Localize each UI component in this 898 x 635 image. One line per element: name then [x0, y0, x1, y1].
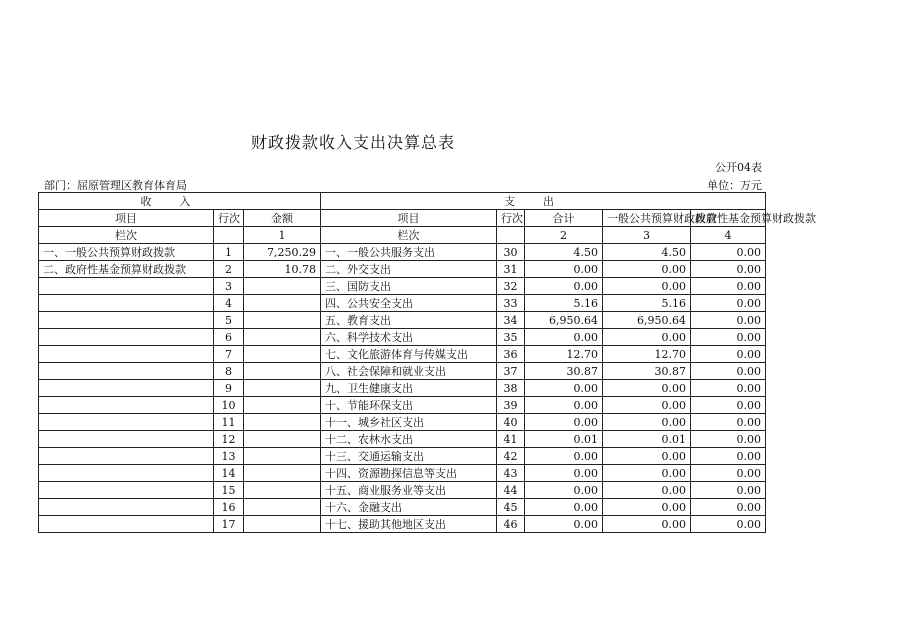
income-item-cell: 一、一般公共预算财政拨款 — [39, 244, 214, 261]
exp-item-cell: 六、科学技术支出 — [321, 329, 497, 346]
income-amount-cell — [244, 346, 321, 363]
general-budget-cell: 0.00 — [603, 516, 691, 533]
general-budget-cell: 0.00 — [603, 499, 691, 516]
income-item-cell — [39, 312, 214, 329]
total-cell: 0.00 — [525, 448, 603, 465]
income-row-no-cell: 7 — [214, 346, 244, 363]
total-cell: 0.00 — [525, 329, 603, 346]
table-row — [39, 499, 766, 516]
income-amount-cell — [244, 414, 321, 431]
col-4-label: 4 — [691, 227, 766, 244]
general-budget-cell: 12.70 — [603, 346, 691, 363]
income-item-cell — [39, 278, 214, 295]
exp-row-no-cell: 31 — [497, 261, 525, 278]
fund-budget-cell: 0.00 — [691, 363, 766, 380]
table-row — [39, 431, 766, 448]
exp-row-no-cell: 35 — [497, 329, 525, 346]
income-row-no-cell: 4 — [214, 295, 244, 312]
general-budget-cell: 0.00 — [603, 465, 691, 482]
exp-item-cell: 十、节能环保支出 — [321, 397, 497, 414]
income-row-no-cell: 5 — [214, 312, 244, 329]
exp-item-cell: 二、外交支出 — [321, 261, 497, 278]
total-cell: 4.50 — [525, 244, 603, 261]
table-row — [39, 414, 766, 431]
exp-row-no-cell: 45 — [497, 499, 525, 516]
table-row — [39, 312, 766, 329]
general-budget-header: 一般公共预算财政拨款 — [603, 210, 691, 227]
table-row — [39, 465, 766, 482]
exp-row-no-cell: 43 — [497, 465, 525, 482]
exp-row-no-cell: 40 — [497, 414, 525, 431]
exp-item-cell: 十五、商业服务业等支出 — [321, 482, 497, 499]
income-row-no-cell: 15 — [214, 482, 244, 499]
total-header: 合计 — [525, 210, 603, 227]
col-2-label: 2 — [525, 227, 603, 244]
exp-row-no-cell: 46 — [497, 516, 525, 533]
fund-budget-cell: 0.00 — [691, 346, 766, 363]
income-row-no-cell: 1 — [214, 244, 244, 261]
exp-row-no-cell: 36 — [497, 346, 525, 363]
fund-budget-cell: 0.00 — [691, 329, 766, 346]
table-row — [39, 482, 766, 499]
table-row — [39, 346, 766, 363]
income-amount-cell — [244, 329, 321, 346]
exp-row-no-cell: 44 — [497, 482, 525, 499]
exp-item-cell: 三、国防支出 — [321, 278, 497, 295]
exp-row-no-cell: 37 — [497, 363, 525, 380]
total-cell: 0.00 — [525, 516, 603, 533]
exp-row-no-cell: 38 — [497, 380, 525, 397]
fund-budget-cell: 0.00 — [691, 448, 766, 465]
general-budget-cell: 0.00 — [603, 380, 691, 397]
general-budget-cell: 30.87 — [603, 363, 691, 380]
income-amount-cell — [244, 295, 321, 312]
income-row-no-cell: 8 — [214, 363, 244, 380]
general-budget-cell: 4.50 — [603, 244, 691, 261]
total-cell: 12.70 — [525, 346, 603, 363]
income-row-no-cell: 3 — [214, 278, 244, 295]
unit-label: 单位：万元 — [707, 179, 762, 192]
fund-budget-cell: 0.00 — [691, 312, 766, 329]
exp-item-cell: 十七、援助其他地区支出 — [321, 516, 497, 533]
income-amount-cell — [244, 363, 321, 380]
general-budget-cell: 0.00 — [603, 397, 691, 414]
income-amount-cell — [244, 380, 321, 397]
table-row — [39, 295, 766, 312]
total-cell: 0.00 — [525, 414, 603, 431]
income-item-cell — [39, 414, 214, 431]
exp-row-no-cell: 41 — [497, 431, 525, 448]
amount-header: 金额 — [244, 210, 321, 227]
income-amount-cell — [244, 482, 321, 499]
total-cell: 0.00 — [525, 482, 603, 499]
table-row — [39, 363, 766, 380]
exp-item-cell: 十三、交通运输支出 — [321, 448, 497, 465]
fund-budget-cell: 0.00 — [691, 244, 766, 261]
exp-row-no-cell: 42 — [497, 448, 525, 465]
income-row-no-cell: 2 — [214, 261, 244, 278]
exp-row-no-cell: 33 — [497, 295, 525, 312]
exp-item-cell: 八、社会保障和就业支出 — [321, 363, 497, 380]
income-amount-cell — [244, 312, 321, 329]
fund-budget-cell: 0.00 — [691, 431, 766, 448]
income-amount-cell — [244, 431, 321, 448]
income-item-cell — [39, 380, 214, 397]
income-row-no-cell: 16 — [214, 499, 244, 516]
income-item-cell — [39, 431, 214, 448]
col-3-label: 3 — [603, 227, 691, 244]
total-cell: 0.00 — [525, 380, 603, 397]
total-cell: 0.00 — [525, 499, 603, 516]
exp-item-cell: 九、卫生健康支出 — [321, 380, 497, 397]
general-budget-cell: 0.00 — [603, 329, 691, 346]
col-no-label: 栏次 — [321, 227, 497, 244]
exp-item-header: 项目 — [321, 210, 497, 227]
income-row-no-cell: 17 — [214, 516, 244, 533]
column-number-row — [39, 227, 766, 244]
general-budget-cell: 0.00 — [603, 261, 691, 278]
total-cell: 5.16 — [525, 295, 603, 312]
income-item-cell — [39, 465, 214, 482]
page-title: 财政拨款收入支出决算总表 — [251, 133, 456, 152]
income-section-header: 收入 — [39, 193, 321, 210]
exp-item-cell: 四、公共安全支出 — [321, 295, 497, 312]
income-row-no-cell: 10 — [214, 397, 244, 414]
fund-budget-cell: 0.00 — [691, 261, 766, 278]
fund-budget-cell: 0.00 — [691, 414, 766, 431]
general-budget-cell: 5.16 — [603, 295, 691, 312]
exp-item-cell: 十六、金融支出 — [321, 499, 497, 516]
exp-row-no-cell: 39 — [497, 397, 525, 414]
total-cell: 30.87 — [525, 363, 603, 380]
table-row — [39, 244, 766, 261]
income-row-no-cell: 14 — [214, 465, 244, 482]
expenditure-section-header: 支出 — [321, 193, 766, 210]
table-row — [39, 380, 766, 397]
exp-row-no-cell: 32 — [497, 278, 525, 295]
table-row — [39, 516, 766, 533]
income-amount-cell — [244, 397, 321, 414]
exp-item-cell: 一、一般公共服务支出 — [321, 244, 497, 261]
general-budget-cell: 0.01 — [603, 431, 691, 448]
income-item-cell — [39, 397, 214, 414]
income-row-no-cell: 6 — [214, 329, 244, 346]
total-cell: 0.01 — [525, 431, 603, 448]
income-item-header: 项目 — [39, 210, 214, 227]
exp-row-no-cell: 34 — [497, 312, 525, 329]
exp-item-cell: 十四、资源勘探信息等支出 — [321, 465, 497, 482]
exp-row-no-header: 行次 — [497, 210, 525, 227]
section-header-row — [39, 193, 766, 210]
exp-row-no-cell: 30 — [497, 244, 525, 261]
income-amount-cell — [244, 516, 321, 533]
table-row — [39, 397, 766, 414]
fund-budget-cell: 0.00 — [691, 295, 766, 312]
income-amount-cell — [244, 465, 321, 482]
total-cell: 6,950.64 — [525, 312, 603, 329]
fund-budget-cell: 0.00 — [691, 482, 766, 499]
income-row-no-header: 行次 — [214, 210, 244, 227]
fund-budget-cell: 0.00 — [691, 516, 766, 533]
table-row — [39, 278, 766, 295]
exp-item-cell: 十二、农林水支出 — [321, 431, 497, 448]
fund-budget-cell: 0.00 — [691, 397, 766, 414]
exp-item-cell: 七、文化旅游体育与传媒支出 — [321, 346, 497, 363]
income-row-no-cell: 11 — [214, 414, 244, 431]
department-label: 部门：屈原管理区教育体育局 — [44, 179, 187, 192]
table-row — [39, 261, 766, 278]
income-amount-cell — [244, 499, 321, 516]
general-budget-cell: 6,950.64 — [603, 312, 691, 329]
general-budget-cell: 0.00 — [603, 278, 691, 295]
income-amount-cell: 7,250.29 — [244, 244, 321, 261]
empty-cell — [497, 227, 525, 244]
income-amount-cell: 10.78 — [244, 261, 321, 278]
form-code: 公开04表 — [715, 161, 762, 174]
general-budget-cell: 0.00 — [603, 448, 691, 465]
income-amount-cell — [244, 448, 321, 465]
col-no-label: 栏次 — [39, 227, 214, 244]
income-row-no-cell: 12 — [214, 431, 244, 448]
fund-budget-cell: 0.00 — [691, 380, 766, 397]
total-cell: 0.00 — [525, 397, 603, 414]
col-1-label: 1 — [244, 227, 321, 244]
income-item-cell — [39, 516, 214, 533]
income-row-no-cell: 13 — [214, 448, 244, 465]
empty-cell — [214, 227, 244, 244]
income-item-cell — [39, 499, 214, 516]
income-item-cell — [39, 482, 214, 499]
fund-budget-cell: 0.00 — [691, 465, 766, 482]
exp-item-cell: 十一、城乡社区支出 — [321, 414, 497, 431]
column-header-row — [39, 210, 766, 227]
total-cell: 0.00 — [525, 261, 603, 278]
fund-budget-cell: 0.00 — [691, 499, 766, 516]
income-row-no-cell: 9 — [214, 380, 244, 397]
income-amount-cell — [244, 278, 321, 295]
total-cell: 0.00 — [525, 465, 603, 482]
total-cell: 0.00 — [525, 278, 603, 295]
exp-item-cell: 五、教育支出 — [321, 312, 497, 329]
income-item-cell — [39, 329, 214, 346]
general-budget-cell: 0.00 — [603, 414, 691, 431]
fund-budget-cell: 0.00 — [691, 278, 766, 295]
fund-budget-header: 政府性基金预算财政拨款 — [691, 210, 766, 227]
income-item-cell — [39, 295, 214, 312]
income-item-cell — [39, 346, 214, 363]
table-row — [39, 329, 766, 346]
income-item-cell: 二、政府性基金预算财政拨款 — [39, 261, 214, 278]
budget-table — [38, 192, 816, 533]
income-item-cell — [39, 363, 214, 380]
income-item-cell — [39, 448, 214, 465]
table-row — [39, 448, 766, 465]
general-budget-cell: 0.00 — [603, 482, 691, 499]
